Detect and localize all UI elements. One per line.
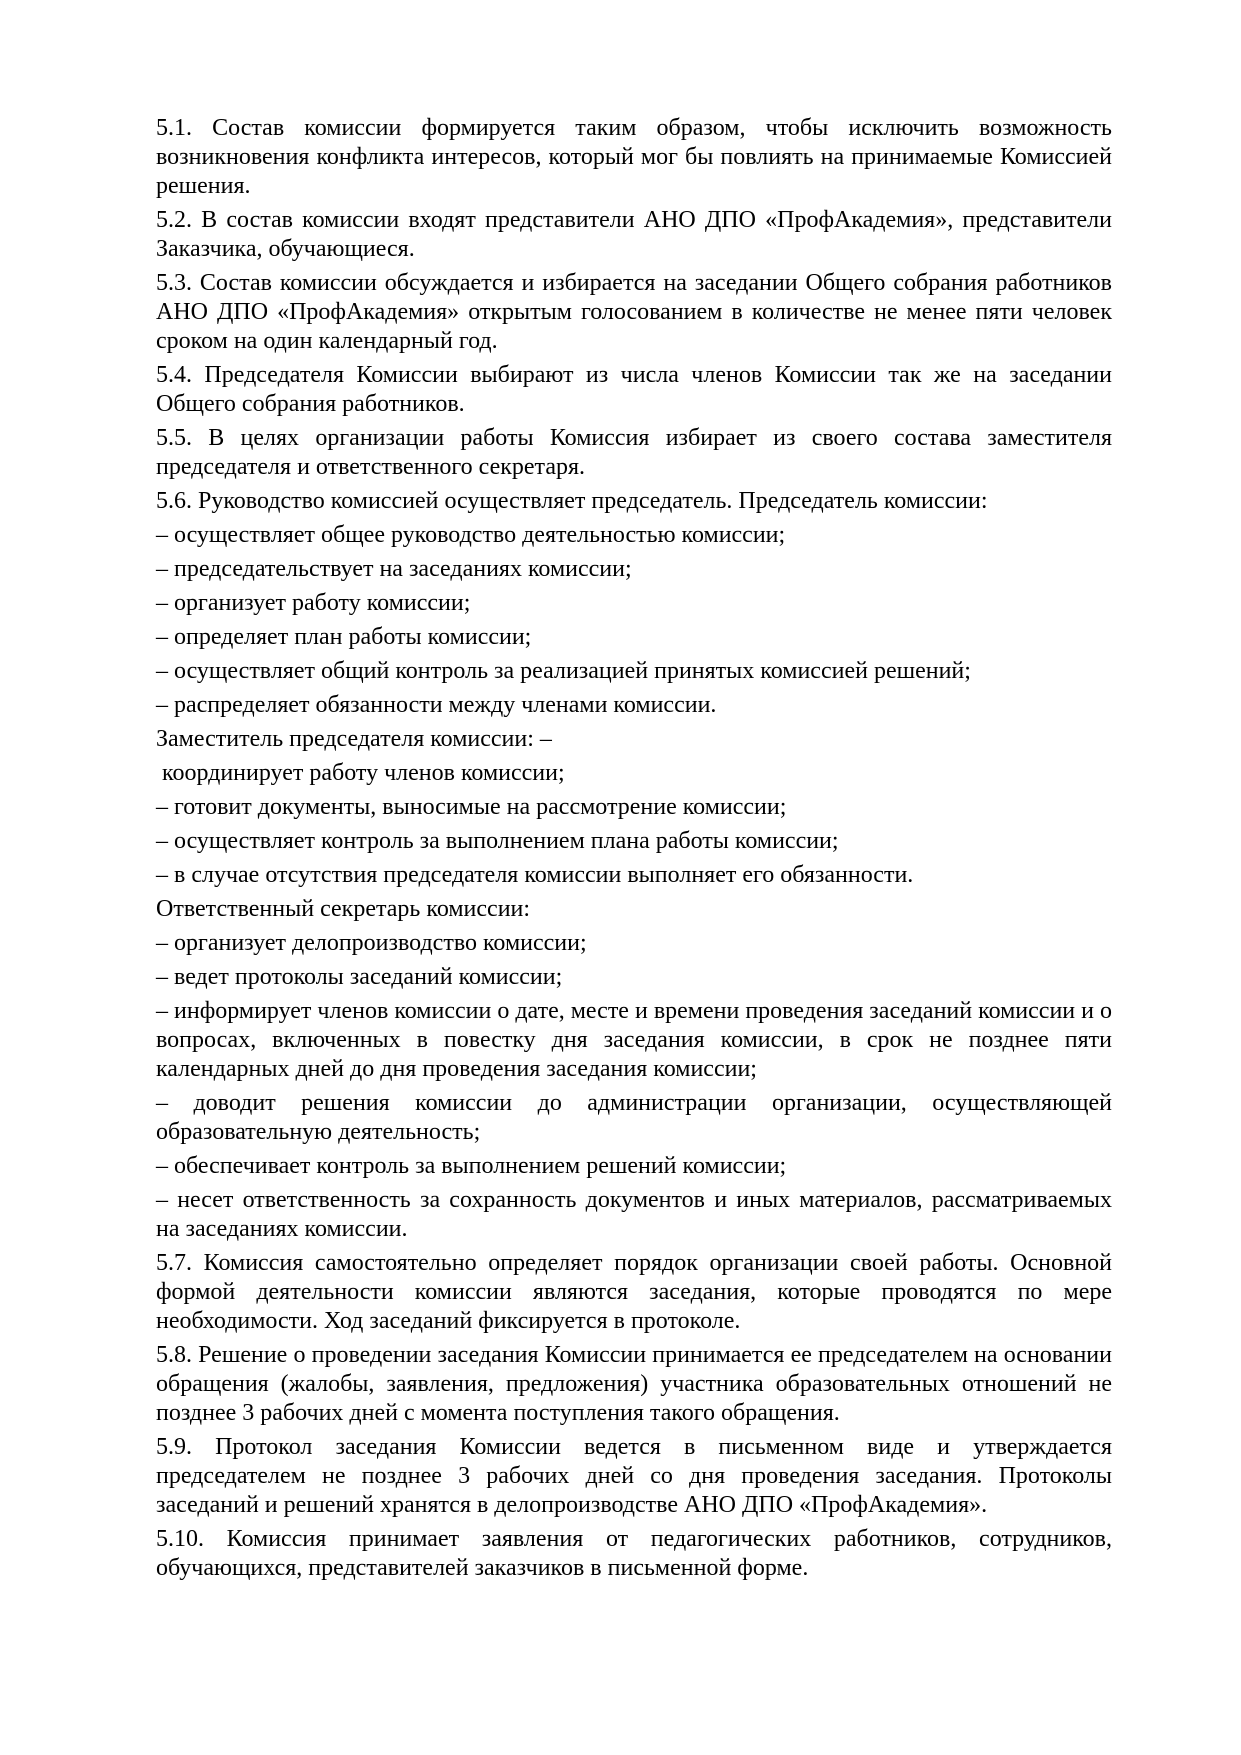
- paragraph: – обеспечивает контроль за выполнением решений комиссии;: [156, 1153, 787, 1179]
- paragraph: – несет ответственность за сохранность документов и иных материалов, рассматриваемых на заседаниях комиссии.: [156, 1187, 1118, 1242]
- paragraph: 5.2. В состав комиссии входят представители АНО ДПО «ПрофАкадемия», представители Заказчика, обучающиеся.: [156, 207, 1118, 262]
- paragraph: 5.5. В целях организации работы Комиссия избирает из своего состава заместителя председателя и ответственного секретаря.: [156, 425, 1118, 480]
- paragraph: – осуществляет общий контроль за реализацией принятых комиссией решений;: [156, 658, 971, 684]
- paragraph: – определяет план работы комиссии;: [156, 624, 532, 650]
- document-body: [156, 114, 1118, 1588]
- paragraph: 5.6. Руководство комиссией осуществляет председатель. Председатель комиссии:: [156, 488, 988, 514]
- paragraph: – осуществляет общее руководство деятельностью комиссии;: [156, 522, 786, 548]
- paragraph: – распределяет обязанности между членами комиссии.: [156, 692, 717, 718]
- paragraph: координирует работу членов комиссии;: [156, 760, 565, 786]
- paragraph: – председательствует на заседаниях комиссии;: [156, 556, 632, 582]
- paragraph: 5.10. Комиссия принимает заявления от педагогических работников, сотрудников, обучающихся, представителей заказчиков в письменной форме.: [156, 1526, 1118, 1581]
- paragraph: – организует делопроизводство комиссии;: [156, 930, 587, 956]
- paragraph: – осуществляет контроль за выполнением плана работы комиссии;: [156, 828, 839, 854]
- paragraph: 5.9. Протокол заседания Комиссии ведется в письменном виде и утверждается председателем не позднее 3 рабочих дней со дня проведения заседания. Протоколы заседаний и решений хранятся в делопроизводстве АНО ДПО «ПрофАкадемия».: [156, 1434, 1118, 1518]
- paragraph: Ответственный секретарь комиссии:: [156, 896, 531, 922]
- paragraph: Заместитель председателя комиссии: –: [156, 726, 552, 752]
- paragraph: – готовит документы, выносимые на рассмотрение комиссии;: [156, 794, 787, 820]
- paragraph: – в случае отсутствия председателя комиссии выполняет его обязанности.: [156, 862, 914, 888]
- paragraph: 5.4. Председателя Комиссии выбирают из числа членов Комиссии так же на заседании Общего собрания работников.: [156, 362, 1118, 417]
- paragraph: – доводит решения комиссии до администрации организации, осуществляющей образовательную деятельность;: [156, 1090, 1118, 1145]
- paragraph: – ведет протоколы заседаний комиссии;: [156, 964, 563, 990]
- paragraph: 5.8. Решение о проведении заседания Комиссии принимается ее председателем на основании обращения (жалобы, заявления, предложения) участника образовательных отношений не позднее 3 рабочих дней с момента поступления такого обращения.: [156, 1342, 1118, 1426]
- paragraph: – информирует членов комиссии о дате, месте и времени проведения заседаний комиссии и о вопросах, включенных в повестку дня заседания комиссии, в срок не позднее пяти календарных дней до дня проведения заседания комиссии;: [156, 998, 1118, 1082]
- paragraph: 5.3. Состав комиссии обсуждается и избирается на заседании Общего собрания работников АНО ДПО «ПрофАкадемия» открытым голосованием в количестве не менее пяти человек сроком на один календарный год.: [156, 270, 1118, 354]
- paragraph: – организует работу комиссии;: [156, 590, 471, 616]
- paragraph: 5.1. Состав комиссии формируется таким образом, чтобы исключить возможность возникновения конфликта интересов, который мог бы повлиять на принимаемые Комиссией решения.: [156, 115, 1118, 199]
- paragraph: 5.7. Комиссия самостоятельно определяет порядок организации своей работы. Основной формой деятельности комиссии являются заседания, которые проводятся по мере необходимости. Ход заседаний фиксируется в протоколе.: [156, 1250, 1118, 1334]
